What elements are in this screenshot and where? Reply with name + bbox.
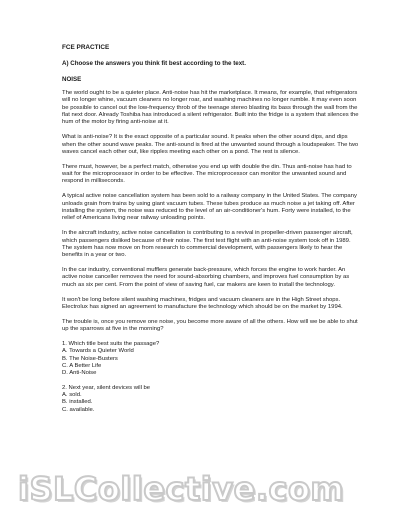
site-watermark: iSLCollective.com (18, 470, 345, 508)
passage-paragraph: There must, however, be a perfect match, otherwise you end up with double the din. Thus anti-noise has had to wait for the microprocessor in order to be effective. The microprocessor can monitor the unwanted sound and respond in milliseconds. (62, 163, 352, 185)
answer-option: D. Anti-Noise (62, 370, 97, 377)
question-block (62, 341, 362, 378)
passage-title: NOISE (62, 75, 82, 83)
passage-paragraph: The trouble is, once you remove one noise, you become more aware of all the others. How will we be able to shut up the sparrows at five in the morning? (62, 318, 358, 333)
instruction-heading: A) Choose the answers you think fit best according to the text. (62, 60, 246, 68)
passage-paragraph: In the aircraft industry, active noise cancellation is contributing to a revival in propeller-driven passenger aircraft, which passengers disliked because of their noise. The first test flight with an anti-noise system took off in 1989. The system has now move on from research to commercial development, with passengers likely to hear the benefits in a year or two. (62, 230, 353, 259)
answer-option: C. available. (62, 406, 95, 413)
question-stem: 1. Which title best suits the passage? (62, 340, 160, 347)
worksheet-content (62, 44, 362, 421)
passage-paragraph: It won't be long before silent washing machines, fridges and vacuum cleaners are in the High Street shops. Electrolux has signed an agreement to manufacture the technology which should be on the market by 1994. (62, 296, 343, 310)
answer-option: A. sold. (62, 392, 82, 399)
passage-paragraph: What is anti-noise? It is the exact opposite of a particular sound. It peaks when the other sound dips, and dips when the other sound wave peaks. The anti-sound is fired at the unwanted sound through a loudspeaker. The two waves cancel each other out, like ripples meeting each other on a pond. The rest is silence. (62, 134, 359, 155)
answer-option: A. Towards a Quieter World (62, 348, 134, 355)
answer-option: B. The Noise-Busters (62, 355, 118, 362)
question-block (62, 385, 362, 414)
worksheet-title: FCE PRACTICE (62, 44, 110, 51)
answer-option: B. installed. (62, 399, 93, 406)
passage-paragraph: In the car industry, conventional mufflers generate back-pressure, which forces the engine to work harder. An active noise canceller removes the need for sound-absorbing chambers, and improves fuel consumption by as much as six per cent. From the point of view of saving fuel, car makers are keen to install the technology. (62, 267, 350, 288)
passage-paragraph: A typical active noise cancellation system has been sold to a railway company in the United States. The company unloads grain from trains by using giant vacuum tubes. These tubes produce as much noise a jet taking off. After installing the system, the noise was reduced to the level of an air-conditioner's hum. Forty were installed, to the relief of Americans living near railway unloading points. (62, 193, 357, 222)
answer-option: C. A Better Life (62, 363, 102, 369)
passage-paragraph: The world ought to be a quieter place. Anti-noise has hit the marketplace. It means, for example, that refrigerators will no longer whine, vacuum cleaners no longer roar, and washing machines no longer rumble. It may even soon be possible to cancel out the low-frequency throb of the teenage stereo blasting its bass through the wall from the flat next door. Already Toshiba has introduced a silent refrigerator. Built into the fridge is a system that silences the hum of the motor by firing anti-noise at it. (62, 90, 359, 126)
question-stem: 2. Next year, silent devices will be (62, 384, 151, 391)
